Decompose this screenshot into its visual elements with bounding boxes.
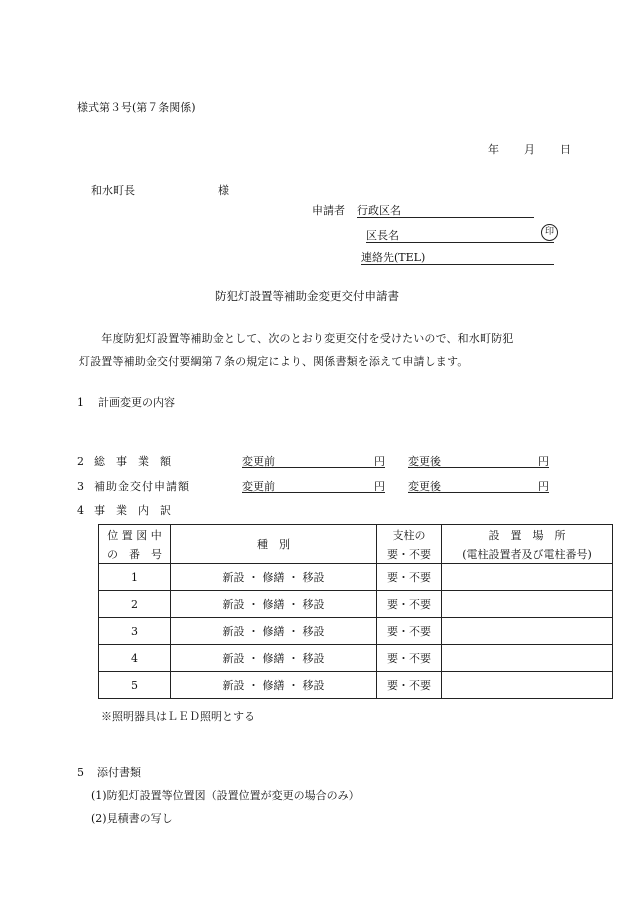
section-5-label: 添付書類 xyxy=(97,766,141,779)
total-after-label: 変更後 xyxy=(408,455,441,468)
header-pole-bottom: 要・不要 xyxy=(377,544,442,564)
header-location-top: 設 置 場 所 xyxy=(442,525,613,545)
subsidy-before-label: 変更前 xyxy=(242,480,275,493)
section-3-label: 補助金交付申請額 xyxy=(94,480,190,493)
date-month: 月 xyxy=(524,143,535,156)
row-location[interactable] xyxy=(442,564,613,591)
table-row xyxy=(99,564,613,591)
row-type[interactable]: 新設 ・ 修繕 ・ 移設 xyxy=(171,645,377,672)
section-1-label: 計画変更の内容 xyxy=(98,396,175,409)
total-before-unit: 円 xyxy=(374,455,385,468)
row-location[interactable] xyxy=(442,645,613,672)
date-day: 日 xyxy=(560,143,571,156)
table-header-row-1 xyxy=(99,525,613,545)
subsidy-before-field[interactable] xyxy=(242,481,385,493)
row-type[interactable]: 新設 ・ 修繕 ・ 移設 xyxy=(171,618,377,645)
row-number: 1 xyxy=(99,564,171,591)
row-type[interactable]: 新設 ・ 修繕 ・ 移設 xyxy=(171,672,377,699)
header-map-number-top: 位 置 図 中 xyxy=(99,525,171,545)
body-line-1: 年度防犯灯設置等補助金として、次のとおり変更交付を受けたいので、和水町防犯 xyxy=(79,332,514,345)
applicant-label: 申請者 xyxy=(312,204,345,217)
addressee-honorific: 様 xyxy=(218,184,229,197)
date-year: 年 xyxy=(488,143,499,156)
row-pole[interactable]: 要・不要 xyxy=(377,672,442,699)
row-number: 5 xyxy=(99,672,171,699)
total-before-label: 変更前 xyxy=(242,455,275,468)
table-row xyxy=(99,618,613,645)
row-type[interactable]: 新設 ・ 修繕 ・ 移設 xyxy=(171,564,377,591)
table-row xyxy=(99,591,613,618)
row-location[interactable] xyxy=(442,618,613,645)
document-title: 防犯灯設置等補助金変更交付申請書 xyxy=(215,289,399,303)
contact-label: 連絡先(TEL) xyxy=(361,251,426,264)
header-map-number-bottom: の 番 号 xyxy=(99,544,171,564)
district-field[interactable] xyxy=(357,205,534,218)
total-after-field[interactable] xyxy=(408,456,549,468)
section-2-number: 2 xyxy=(77,455,84,468)
row-number: 4 xyxy=(99,645,171,672)
row-location[interactable] xyxy=(442,591,613,618)
header-location-bottom: (電柱設置者及び電柱番号) xyxy=(442,544,613,564)
row-pole[interactable]: 要・不要 xyxy=(377,564,442,591)
row-location[interactable] xyxy=(442,672,613,699)
section-4-number: 4 xyxy=(77,504,84,517)
section-1-number: 1 xyxy=(77,396,84,409)
header-pole-top: 支柱の xyxy=(377,525,442,545)
ward-head-field[interactable] xyxy=(366,230,554,243)
total-after-unit: 円 xyxy=(538,455,549,468)
section-2-label: 総 事 業 額 xyxy=(94,455,171,468)
section-4-label: 事 業 内 訳 xyxy=(94,504,171,517)
subsidy-after-label: 変更後 xyxy=(408,480,441,493)
row-type[interactable]: 新設 ・ 修繕 ・ 移設 xyxy=(171,591,377,618)
subsidy-after-field[interactable] xyxy=(408,481,549,493)
district-label: 行政区名 xyxy=(357,204,401,217)
addressee-name: 和水町長 xyxy=(91,184,135,197)
row-number: 3 xyxy=(99,618,171,645)
row-pole[interactable]: 要・不要 xyxy=(377,618,442,645)
row-pole[interactable]: 要・不要 xyxy=(377,591,442,618)
seal-mark: 印 xyxy=(541,224,558,241)
list-item: (2)見積書の写し xyxy=(91,812,173,825)
subsidy-after-unit: 円 xyxy=(538,480,549,493)
breakdown-table xyxy=(98,524,613,699)
section-3-number: 3 xyxy=(77,480,84,493)
table-row xyxy=(99,645,613,672)
subsidy-before-unit: 円 xyxy=(374,480,385,493)
body-line-2: 灯設置等補助金交付要綱第７条の規定により、関係書類を添えて申請します。 xyxy=(79,355,469,368)
ward-head-label: 区長名 xyxy=(366,229,399,242)
total-before-field[interactable] xyxy=(242,456,385,468)
section-5-number: 5 xyxy=(77,766,84,779)
lighting-note: ※照明器具はＬＥＤ照明とする xyxy=(101,710,255,723)
form-number: 様式第３号(第７条関係) xyxy=(77,101,196,114)
table-row xyxy=(99,672,613,699)
header-type: 種 別 xyxy=(171,525,377,564)
row-number: 2 xyxy=(99,591,171,618)
list-item: (1)防犯灯設置等位置図（設置位置が変更の場合のみ） xyxy=(91,789,360,802)
contact-field[interactable] xyxy=(361,252,554,265)
row-pole[interactable]: 要・不要 xyxy=(377,645,442,672)
